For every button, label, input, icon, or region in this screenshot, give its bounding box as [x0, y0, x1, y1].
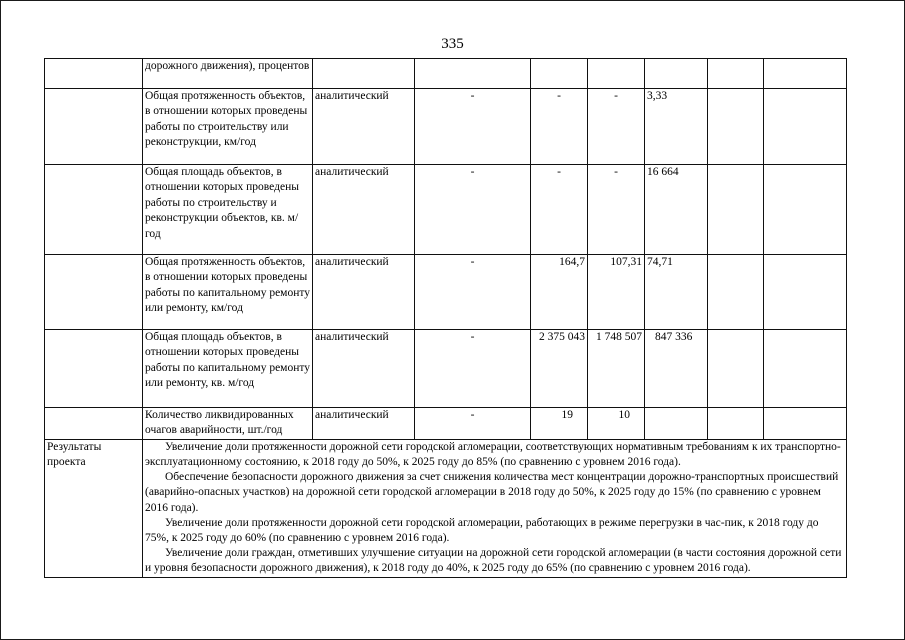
value-cell: [764, 255, 847, 330]
value-cell: [764, 89, 847, 165]
value-cell: [708, 255, 764, 330]
indicator-name: Количество ликвидированных очагов аварийности, шт./год: [143, 408, 313, 440]
value-cell: [764, 165, 847, 255]
value-cell: [764, 59, 847, 89]
indicator-name: Общая протяженность объектов, в отношении которых проведены работы по строительству или реконструкции, км/год: [143, 89, 313, 165]
table-row: [45, 165, 847, 255]
value-cell: [708, 59, 764, 89]
value-cell: [708, 408, 764, 440]
value-cell: -: [415, 255, 531, 330]
group-cell: [45, 165, 143, 255]
value-cell: 3,33: [645, 89, 708, 165]
results-paragraph: Увеличение доли граждан, отметивших улучшение ситуации на дорожной сети городской агломерации (в части состояния дорожной сети и уровня безопасности дорожного движения), к 2018 году до 40%, к 2025 году до 65% (по сравнению с уровнем 2016 года).: [145, 547, 842, 575]
indicator-type: аналитический: [313, 255, 415, 330]
value-cell: [588, 59, 645, 89]
table-row: [45, 255, 847, 330]
table-row: [45, 330, 847, 408]
value-cell: -: [415, 89, 531, 165]
value-cell: [764, 330, 847, 408]
value-cell: 74,71: [645, 255, 708, 330]
indicators-table: [44, 58, 847, 578]
indicator-type: аналитический: [313, 165, 415, 255]
table-row: [45, 89, 847, 165]
value-cell: [708, 165, 764, 255]
value-cell: 164,7: [531, 255, 588, 330]
results-text: [143, 439, 847, 577]
value-cell: 847 336: [645, 330, 708, 408]
indicator-type: аналитический: [313, 408, 415, 440]
indicator-name: дорожного движения), процентов: [143, 59, 313, 89]
group-cell: [45, 330, 143, 408]
value-cell: [708, 330, 764, 408]
group-cell: [45, 408, 143, 440]
results-paragraph: Увеличение доли протяженности дорожной сети городской агломерации, работающих в режиме перегрузки в час-пик, к 2018 году до 75%, к 2025 году до 60% (по сравнению с уровнем 2016 года).: [145, 516, 819, 545]
value-cell: [764, 408, 847, 440]
indicator-name: Общая протяженность объектов, в отношении которых проведены работы по капитальному ремонту или ремонту, км/год: [143, 255, 313, 330]
value-cell: 1 748 507: [588, 330, 645, 408]
indicator-name: Общая площадь объектов, в отношении которых проведены работы по капитальному ремонту или ремонту, кв. м/год: [143, 330, 313, 408]
value-cell: -: [415, 408, 531, 440]
value-cell: 19: [531, 408, 588, 440]
value-cell: 16 664: [645, 165, 708, 255]
value-cell: [415, 59, 531, 89]
results-paragraph: Обеспечение безопасности дорожного движения за счет снижения количества мест концентрации дорожно-транспортных происшествий (аварийно-опасных участков) на дорожной сети городской агломерации в 2018 году до 50%, к 2025 году до 15% (по сравнению с уровнем 2016 года).: [145, 471, 839, 514]
value-cell: 10: [588, 408, 645, 440]
indicator-type: аналитический: [313, 330, 415, 408]
value-cell: -: [531, 89, 588, 165]
group-cell: [45, 59, 143, 89]
value-cell: 2 375 043: [531, 330, 588, 408]
table-row: [45, 59, 847, 89]
page-number: 335: [441, 36, 464, 52]
indicator-type: [313, 59, 415, 89]
results-paragraph: Увеличение доли протяженности дорожной сети городской агломерации, соответствующих нормативным требованиям к их транспортно-эксплуатационному состоянию, к 2018 году до 50%, к 2025 году до 85% (по сравнению с уровнем 2016 года).: [145, 440, 841, 469]
value-cell: -: [415, 330, 531, 408]
results-row: [45, 439, 847, 577]
value-cell: -: [415, 165, 531, 255]
value-cell: -: [588, 89, 645, 165]
table-row: [45, 408, 847, 440]
value-cell: -: [588, 165, 645, 255]
value-cell: [708, 89, 764, 165]
indicator-name: Общая площадь объектов, в отношении которых проведены работы по строительству и реконструкции объектов, кв. м/год: [143, 165, 313, 255]
value-cell: [531, 59, 588, 89]
group-cell: [45, 89, 143, 165]
indicator-type: аналитический: [313, 89, 415, 165]
value-cell: 107,31: [588, 255, 645, 330]
value-cell: [645, 408, 708, 440]
value-cell: [645, 59, 708, 89]
value-cell: -: [531, 165, 588, 255]
results-label: Результаты проекта: [45, 439, 143, 577]
group-cell: [45, 255, 143, 330]
